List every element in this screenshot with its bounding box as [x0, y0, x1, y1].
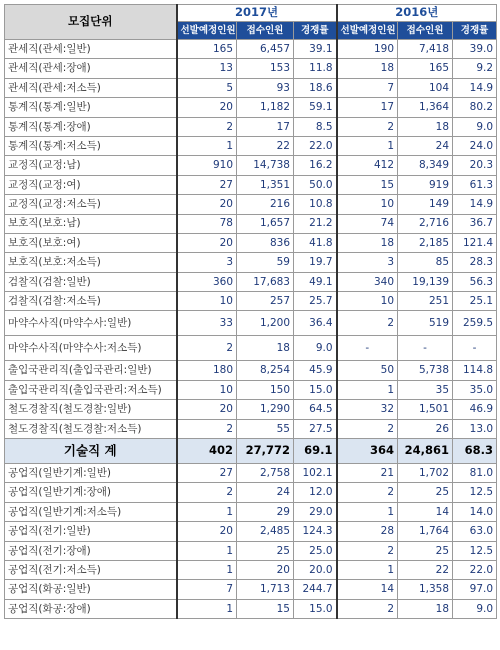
table-row [5, 502, 497, 521]
row-unit-name: 통계직(통계:장애) [5, 117, 177, 136]
row-unit-name: 통계직(통계:저소득) [5, 136, 177, 155]
cell-applicants-2016: 35 [398, 380, 453, 399]
cell-ratio-2017: 21.2 [294, 214, 337, 233]
cell-selected-2016: 28 [337, 522, 398, 541]
cell-applicants-2017: 1,351 [237, 175, 294, 194]
cell-applicants-2017: 153 [237, 59, 294, 78]
recruitment-table [4, 4, 497, 619]
table-row [5, 40, 497, 59]
cell-ratio-2016: 22.0 [453, 560, 497, 579]
cell-applicants-2017: 836 [237, 233, 294, 252]
cell-selected-2016: 18 [337, 233, 398, 252]
table-row [5, 464, 497, 483]
cell-applicants-2017: 216 [237, 195, 294, 214]
cell-ratio-2016: 13.0 [453, 419, 497, 438]
cell-applicants-2017: 1,657 [237, 214, 294, 233]
cell-ratio-2017: 10.8 [294, 195, 337, 214]
cell-applicants-2017: 1,200 [237, 311, 294, 336]
header-ratio-2017: 경쟁률 [294, 22, 337, 40]
cell-selected-2017: 20 [177, 195, 237, 214]
cell-applicants-2017: 14,738 [237, 156, 294, 175]
cell-ratio-2016: 28.3 [453, 253, 497, 272]
table-row [5, 292, 497, 311]
cell-ratio-2016: 9.0 [453, 117, 497, 136]
cell-selected-2017: 2 [177, 419, 237, 438]
cell-ratio-2016: 80.2 [453, 98, 497, 117]
table-row [5, 136, 497, 155]
cell-ratio-2017: 25.7 [294, 292, 337, 311]
row-unit-name: 검찰직(검찰:일반) [5, 272, 177, 291]
cell-ratio-2017: 16.2 [294, 156, 337, 175]
cell-applicants-2017: 17 [237, 117, 294, 136]
table-row [5, 560, 497, 579]
row-unit-name: 마약수사직(마약수사:저소득) [5, 336, 177, 361]
cell-selected-2017: 2 [177, 483, 237, 502]
cell-selected-2016: 18 [337, 59, 398, 78]
cell-selected-2016: 3 [337, 253, 398, 272]
cell-ratio-2016: 9.0 [453, 599, 497, 618]
cell-selected-2016: 364 [337, 439, 398, 464]
cell-selected-2016: 15 [337, 175, 398, 194]
cell-applicants-2016: 7,418 [398, 40, 453, 59]
cell-selected-2016: 7 [337, 78, 398, 97]
cell-selected-2017: 20 [177, 233, 237, 252]
row-unit-name: 보호직(보호:저소득) [5, 253, 177, 272]
cell-selected-2017: 20 [177, 400, 237, 419]
cell-applicants-2017: 59 [237, 253, 294, 272]
cell-applicants-2016: 19,139 [398, 272, 453, 291]
cell-applicants-2016: 165 [398, 59, 453, 78]
cell-selected-2016: 21 [337, 464, 398, 483]
cell-selected-2017: 1 [177, 599, 237, 618]
row-unit-name: 공업직(전기:저소득) [5, 560, 177, 579]
table-row [5, 78, 497, 97]
row-unit-name: 공업직(화공:일반) [5, 580, 177, 599]
cell-selected-2017: 180 [177, 361, 237, 380]
cell-ratio-2017: 18.6 [294, 78, 337, 97]
cell-ratio-2017: 41.8 [294, 233, 337, 252]
cell-selected-2016: 14 [337, 580, 398, 599]
table-row [5, 195, 497, 214]
row-unit-name: 보호직(보호:남) [5, 214, 177, 233]
cell-applicants-2016: 2,185 [398, 233, 453, 252]
cell-applicants-2017: 22 [237, 136, 294, 155]
cell-applicants-2017: 93 [237, 78, 294, 97]
cell-ratio-2017: 29.0 [294, 502, 337, 521]
table-row [5, 253, 497, 272]
cell-selected-2016: 2 [337, 483, 398, 502]
row-unit-name: 공업직(일반기계:저소득) [5, 502, 177, 521]
cell-ratio-2016: 12.5 [453, 483, 497, 502]
cell-applicants-2017: 150 [237, 380, 294, 399]
cell-selected-2017: 360 [177, 272, 237, 291]
cell-selected-2017: 10 [177, 292, 237, 311]
table-row [5, 522, 497, 541]
cell-applicants-2016: 25 [398, 483, 453, 502]
row-unit-name: 관세직(관세:저소득) [5, 78, 177, 97]
cell-applicants-2016: 1,364 [398, 98, 453, 117]
row-unit-name: 공업직(일반기계:장애) [5, 483, 177, 502]
cell-selected-2016: 17 [337, 98, 398, 117]
cell-ratio-2016: 25.1 [453, 292, 497, 311]
cell-selected-2017: 27 [177, 175, 237, 194]
cell-ratio-2017: 11.8 [294, 59, 337, 78]
cell-ratio-2016: 12.5 [453, 541, 497, 560]
cell-selected-2016: 1 [337, 136, 398, 155]
cell-applicants-2016: 5,738 [398, 361, 453, 380]
table-row [5, 272, 497, 291]
table-row [5, 156, 497, 175]
cell-selected-2016: 1 [337, 380, 398, 399]
cell-applicants-2016: 104 [398, 78, 453, 97]
cell-ratio-2017: 15.0 [294, 599, 337, 618]
row-unit-name: 교정직(교정:여) [5, 175, 177, 194]
cell-ratio-2016: 14.9 [453, 78, 497, 97]
cell-applicants-2016: 519 [398, 311, 453, 336]
cell-applicants-2016: 24 [398, 136, 453, 155]
cell-selected-2017: 7 [177, 580, 237, 599]
cell-applicants-2016: 85 [398, 253, 453, 272]
cell-selected-2016: - [337, 336, 398, 361]
cell-selected-2016: 10 [337, 292, 398, 311]
cell-applicants-2017: 17,683 [237, 272, 294, 291]
table-row [5, 541, 497, 560]
cell-selected-2016: 10 [337, 195, 398, 214]
header-ratio-2016: 경쟁률 [453, 22, 497, 40]
cell-selected-2017: 78 [177, 214, 237, 233]
table-row [5, 599, 497, 618]
cell-ratio-2016: 63.0 [453, 522, 497, 541]
table-body [5, 40, 497, 619]
cell-selected-2017: 5 [177, 78, 237, 97]
cell-applicants-2017: 15 [237, 599, 294, 618]
cell-applicants-2016: 26 [398, 419, 453, 438]
row-unit-name: 공업직(전기:장애) [5, 541, 177, 560]
cell-applicants-2017: 2,758 [237, 464, 294, 483]
table-row [5, 400, 497, 419]
cell-applicants-2016: 1,764 [398, 522, 453, 541]
table-row [5, 419, 497, 438]
row-unit-name: 기술직 계 [5, 439, 177, 464]
recruitment-table-container [4, 4, 496, 619]
cell-ratio-2016: 39.0 [453, 40, 497, 59]
row-unit-name: 공업직(전기:일반) [5, 522, 177, 541]
cell-ratio-2017: 27.5 [294, 419, 337, 438]
row-unit-name: 출입국관리직(출입국관리:저소득) [5, 380, 177, 399]
cell-selected-2016: 2 [337, 311, 398, 336]
table-row [5, 98, 497, 117]
cell-ratio-2017: 49.1 [294, 272, 337, 291]
cell-ratio-2016: 56.3 [453, 272, 497, 291]
row-unit-name: 관세직(관세:일반) [5, 40, 177, 59]
table-row [5, 214, 497, 233]
cell-selected-2016: 32 [337, 400, 398, 419]
row-unit-name: 교정직(교정:남) [5, 156, 177, 175]
cell-applicants-2017: 1,713 [237, 580, 294, 599]
table-row [5, 483, 497, 502]
cell-ratio-2017: 20.0 [294, 560, 337, 579]
cell-applicants-2016: 22 [398, 560, 453, 579]
row-unit-name: 철도경찰직(철도경찰:일반) [5, 400, 177, 419]
cell-applicants-2016: 1,358 [398, 580, 453, 599]
cell-ratio-2016: 24.0 [453, 136, 497, 155]
cell-selected-2016: 50 [337, 361, 398, 380]
cell-applicants-2017: 27,772 [237, 439, 294, 464]
cell-applicants-2017: 2,485 [237, 522, 294, 541]
cell-selected-2017: 2 [177, 117, 237, 136]
cell-selected-2017: 13 [177, 59, 237, 78]
cell-selected-2017: 1 [177, 560, 237, 579]
cell-ratio-2016: 20.3 [453, 156, 497, 175]
cell-applicants-2017: 6,457 [237, 40, 294, 59]
header-applicants-2017: 접수인원 [237, 22, 294, 40]
cell-applicants-2017: 1,290 [237, 400, 294, 419]
header-year-2016: 2016년 [337, 5, 497, 22]
cell-ratio-2017: 25.0 [294, 541, 337, 560]
cell-ratio-2016: 46.9 [453, 400, 497, 419]
cell-selected-2017: 910 [177, 156, 237, 175]
cell-selected-2017: 20 [177, 98, 237, 117]
row-unit-name: 공업직(화공:장애) [5, 599, 177, 618]
cell-ratio-2016: 14.9 [453, 195, 497, 214]
row-unit-name: 출입국관리직(출입국관리:일반) [5, 361, 177, 380]
total-row [5, 439, 497, 464]
cell-ratio-2016: 68.3 [453, 439, 497, 464]
row-unit-name: 보호직(보호:여) [5, 233, 177, 252]
cell-selected-2017: 27 [177, 464, 237, 483]
cell-ratio-2016: 61.3 [453, 175, 497, 194]
cell-selected-2017: 1 [177, 541, 237, 560]
table-row [5, 233, 497, 252]
cell-ratio-2017: 69.1 [294, 439, 337, 464]
table-row [5, 361, 497, 380]
cell-applicants-2017: 25 [237, 541, 294, 560]
table-row [5, 59, 497, 78]
cell-ratio-2016: 121.4 [453, 233, 497, 252]
cell-selected-2016: 2 [337, 541, 398, 560]
cell-selected-2016: 2 [337, 599, 398, 618]
cell-applicants-2016: 24,861 [398, 439, 453, 464]
row-unit-name: 관세직(관세:장애) [5, 59, 177, 78]
cell-applicants-2016: 2,716 [398, 214, 453, 233]
cell-selected-2016: 74 [337, 214, 398, 233]
cell-ratio-2017: 59.1 [294, 98, 337, 117]
table-row [5, 380, 497, 399]
row-unit-name: 검찰직(검찰:저소득) [5, 292, 177, 311]
cell-selected-2017: 165 [177, 40, 237, 59]
cell-ratio-2016: 97.0 [453, 580, 497, 599]
cell-ratio-2017: 19.7 [294, 253, 337, 272]
cell-selected-2016: 2 [337, 419, 398, 438]
cell-applicants-2016: 8,349 [398, 156, 453, 175]
cell-selected-2016: 1 [337, 560, 398, 579]
cell-selected-2017: 402 [177, 439, 237, 464]
cell-applicants-2016: 18 [398, 117, 453, 136]
cell-selected-2017: 2 [177, 336, 237, 361]
cell-applicants-2016: 149 [398, 195, 453, 214]
table-row [5, 117, 497, 136]
cell-ratio-2017: 45.9 [294, 361, 337, 380]
row-unit-name: 마약수사직(마약수사:일반) [5, 311, 177, 336]
table-row [5, 175, 497, 194]
cell-ratio-2017: 15.0 [294, 380, 337, 399]
cell-ratio-2017: 12.0 [294, 483, 337, 502]
cell-selected-2017: 1 [177, 136, 237, 155]
cell-ratio-2016: 9.2 [453, 59, 497, 78]
cell-applicants-2017: 24 [237, 483, 294, 502]
table-row [5, 311, 497, 336]
cell-ratio-2017: 64.5 [294, 400, 337, 419]
cell-applicants-2016: 25 [398, 541, 453, 560]
cell-ratio-2016: 36.7 [453, 214, 497, 233]
row-unit-name: 통계직(통계:일반) [5, 98, 177, 117]
cell-ratio-2017: 22.0 [294, 136, 337, 155]
cell-selected-2016: 2 [337, 117, 398, 136]
table-row [5, 336, 497, 361]
header-selected-2016: 선발예정인원 [337, 22, 398, 40]
cell-applicants-2016: 14 [398, 502, 453, 521]
cell-selected-2017: 33 [177, 311, 237, 336]
cell-applicants-2017: 29 [237, 502, 294, 521]
cell-ratio-2017: 50.0 [294, 175, 337, 194]
header-selected-2017: 선발예정인원 [177, 22, 237, 40]
cell-applicants-2017: 1,182 [237, 98, 294, 117]
cell-applicants-2017: 20 [237, 560, 294, 579]
cell-ratio-2016: 81.0 [453, 464, 497, 483]
cell-ratio-2017: 9.0 [294, 336, 337, 361]
cell-selected-2017: 3 [177, 253, 237, 272]
cell-selected-2016: 190 [337, 40, 398, 59]
cell-selected-2017: 10 [177, 380, 237, 399]
cell-ratio-2016: 114.8 [453, 361, 497, 380]
cell-applicants-2016: 919 [398, 175, 453, 194]
cell-applicants-2016: - [398, 336, 453, 361]
cell-ratio-2017: 36.4 [294, 311, 337, 336]
cell-selected-2017: 1 [177, 502, 237, 521]
cell-selected-2016: 1 [337, 502, 398, 521]
cell-selected-2016: 412 [337, 156, 398, 175]
cell-applicants-2016: 1,702 [398, 464, 453, 483]
cell-ratio-2016: 14.0 [453, 502, 497, 521]
cell-ratio-2017: 39.1 [294, 40, 337, 59]
cell-applicants-2017: 257 [237, 292, 294, 311]
cell-ratio-2017: 244.7 [294, 580, 337, 599]
cell-applicants-2016: 18 [398, 599, 453, 618]
cell-applicants-2017: 8,254 [237, 361, 294, 380]
header-applicants-2016: 접수인원 [398, 22, 453, 40]
cell-ratio-2016: 35.0 [453, 380, 497, 399]
header-year-2017: 2017년 [177, 5, 337, 22]
cell-applicants-2016: 1,501 [398, 400, 453, 419]
row-unit-name: 교정직(교정:저소득) [5, 195, 177, 214]
table-row [5, 580, 497, 599]
cell-applicants-2017: 18 [237, 336, 294, 361]
cell-applicants-2016: 251 [398, 292, 453, 311]
cell-ratio-2017: 8.5 [294, 117, 337, 136]
cell-ratio-2016: - [453, 336, 497, 361]
cell-selected-2016: 340 [337, 272, 398, 291]
cell-selected-2017: 20 [177, 522, 237, 541]
header-unit: 모집단위 [5, 5, 177, 40]
row-unit-name: 공업직(일반기계:일반) [5, 464, 177, 483]
cell-applicants-2017: 55 [237, 419, 294, 438]
cell-ratio-2017: 124.3 [294, 522, 337, 541]
cell-ratio-2017: 102.1 [294, 464, 337, 483]
cell-ratio-2016: 259.5 [453, 311, 497, 336]
row-unit-name: 철도경찰직(철도경찰:저소득) [5, 419, 177, 438]
